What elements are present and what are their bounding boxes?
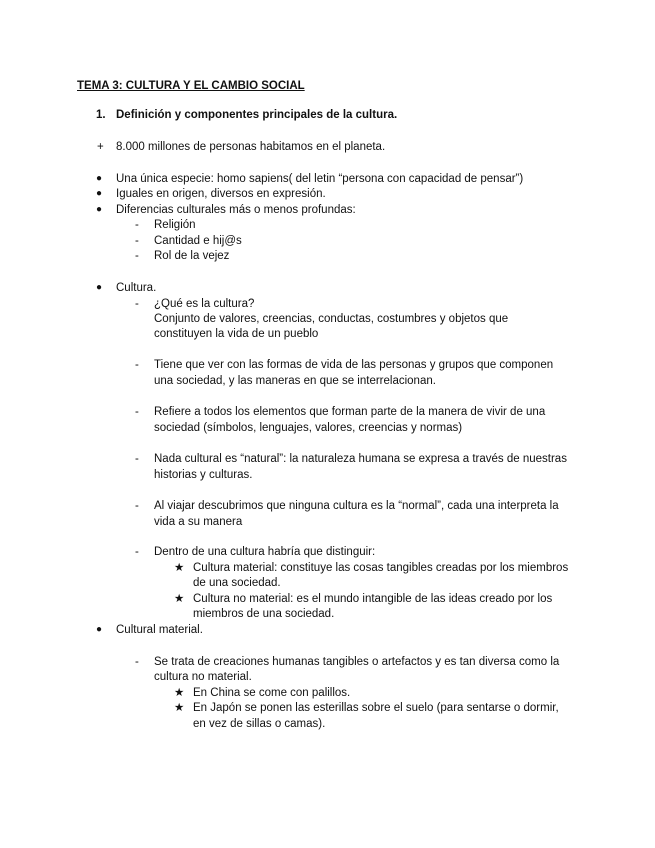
dash-marker: - [135, 500, 139, 512]
dash-marker: - [135, 453, 139, 465]
paragraph-line: Conjunto de valores, creencias, conductas, costumbres y objetos que [154, 313, 509, 325]
list-item: Una única especie: homo sapiens( del letin “persona con capacidad de pensar”) [116, 173, 524, 185]
list-item: Cantidad e hij@s [154, 235, 242, 247]
paragraph-line: Cultura material: constituye las cosas tangibles creadas por los miembros [193, 562, 569, 574]
dash-marker: - [135, 298, 139, 310]
bullet-marker: ● [96, 282, 103, 293]
dash-marker: - [135, 656, 139, 668]
bullet-marker: ● [96, 173, 103, 184]
paragraph-line: constituyen la vida de un pueblo [154, 328, 319, 340]
star-marker: ★ [174, 562, 185, 574]
dash-marker: - [135, 250, 139, 262]
list-item: ¿Qué es la cultura? [154, 298, 255, 310]
plus-marker: + [97, 141, 104, 153]
paragraph-line: historias y culturas. [154, 469, 253, 481]
dash-marker: - [135, 235, 139, 247]
list-item: 8.000 millones de personas habitamos en el planeta. [116, 141, 386, 153]
bullet-marker: ● [96, 188, 103, 199]
page-title: TEMA 3: CULTURA Y EL CAMBIO SOCIAL [77, 80, 305, 92]
paragraph-line: Al viajar descubrimos que ninguna cultura es la “normal”, cada una interpreta la [154, 500, 559, 512]
paragraph-line: miembros de una sociedad. [193, 608, 335, 620]
star-marker: ★ [174, 702, 185, 714]
paragraph-line: Dentro de una cultura habría que distinguir: [154, 546, 376, 558]
paragraph-line: de una sociedad. [193, 577, 281, 589]
dash-marker: - [135, 359, 139, 371]
dash-marker: - [135, 406, 139, 418]
paragraph-line: vida a su manera [154, 516, 243, 528]
paragraph-line: Nada cultural es “natural”: la naturaleza humana se expresa a través de nuestras [154, 453, 567, 465]
list-item: Diferencias culturales más o menos profundas: [116, 204, 356, 216]
star-marker: ★ [174, 687, 185, 699]
paragraph-line: en vez de sillas o camas). [193, 718, 326, 730]
bullet-marker: ● [96, 624, 103, 635]
paragraph-line: sociedad (símbolos, lenguajes, valores, creencias y normas) [154, 422, 463, 434]
paragraph-line: Cultura no material: es el mundo intangible de las ideas creado por los [193, 593, 553, 605]
bullet-marker: ● [96, 204, 103, 215]
list-item: Religión [154, 219, 196, 231]
list-item: Iguales en origen, diversos en expresión. [116, 188, 326, 200]
list-item: Rol de la vejez [154, 250, 230, 262]
paragraph-line: Tiene que ver con las formas de vida de las personas y grupos que componen [154, 359, 554, 371]
dash-marker: - [135, 546, 139, 558]
paragraph-line: una sociedad, y las maneras en que se interrelacionan. [154, 375, 436, 387]
list-item: Cultura. [116, 282, 157, 294]
section-number: 1. [96, 109, 106, 121]
list-item: Cultural material. [116, 624, 203, 636]
paragraph-line: En China se come con palillos. [193, 687, 351, 699]
section-heading: Definición y componentes principales de la cultura. [116, 109, 398, 121]
dash-marker: - [135, 219, 139, 231]
paragraph-line: cultura no material. [154, 671, 252, 683]
paragraph-line: En Japón se ponen las esterillas sobre el suelo (para sentarse o dormir, [193, 702, 559, 714]
paragraph-line: Se trata de creaciones humanas tangibles o artefactos y es tan diversa como la [154, 656, 560, 668]
star-marker: ★ [174, 593, 185, 605]
paragraph-line: Refiere a todos los elementos que forman parte de la manera de vivir de una [154, 406, 546, 418]
